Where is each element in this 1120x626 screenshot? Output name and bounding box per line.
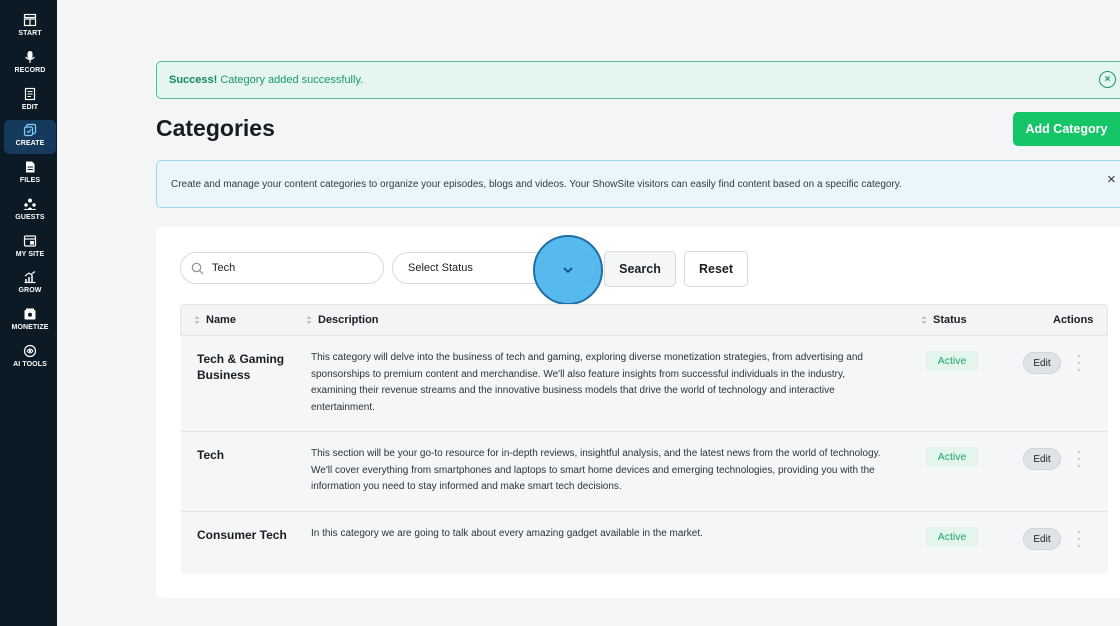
sort-icon [306, 315, 312, 325]
sidebar-item-label: MONETIZE [11, 324, 49, 331]
category-name: Tech & Gaming Business [197, 352, 285, 382]
sidebar-item-ai-tools[interactable] [4, 341, 56, 375]
table-row [181, 432, 1108, 512]
sidebar-item-label: AI TOOLS [13, 361, 47, 368]
column-header-status[interactable] [921, 314, 967, 326]
sidebar-item-record[interactable] [4, 47, 56, 81]
sidebar-item-edit[interactable] [4, 84, 56, 118]
sidebar-item-create[interactable] [4, 120, 56, 154]
microphone-icon [23, 50, 37, 64]
sidebar-item-label: GUESTS [15, 214, 45, 221]
sidebar-item-label: START [18, 30, 42, 37]
edit-button[interactable]: Edit [1023, 528, 1061, 550]
ai-tools-icon [23, 344, 37, 358]
column-header-label: Name [206, 314, 236, 326]
status-badge: Active [926, 351, 978, 371]
sidebar-item-label: CREATE [15, 140, 45, 147]
edit-button[interactable]: Edit [1023, 448, 1061, 470]
sidebar-item-monetize[interactable] [4, 304, 56, 338]
column-header-label: Status [933, 314, 967, 326]
guests-icon [23, 197, 37, 211]
column-header-label: Actions [1053, 314, 1094, 326]
chevron-down-icon[interactable] [561, 265, 575, 275]
sidebar-item-label: EDIT [21, 104, 39, 111]
column-header-description[interactable] [306, 314, 379, 326]
more-options-icon[interactable] [1074, 531, 1084, 547]
search-button[interactable]: Search [604, 251, 676, 287]
page-title: Categories [156, 115, 275, 141]
info-text: Create and manage your content categories to organize your episodes, blogs and videos. Your ShowSite visitors can easily find content based on a specific category. [171, 178, 902, 190]
more-options-icon[interactable] [1074, 451, 1084, 467]
category-description: In this category we are going to talk about every amazing gadget available in the market. [311, 528, 703, 539]
files-icon [23, 160, 37, 174]
sidebar-item-label: FILES [19, 177, 41, 184]
add-category-button[interactable]: Add Category [1013, 112, 1120, 146]
reset-button[interactable]: Reset [684, 251, 748, 287]
edit-icon [23, 87, 37, 101]
success-alert [156, 61, 1120, 99]
status-badge: Active [926, 527, 978, 547]
more-options-icon[interactable] [1074, 355, 1084, 371]
sort-icon [921, 315, 927, 325]
click-highlight [533, 235, 603, 305]
category-description: This section will be your go-to resource for in-depth reviews, insightful analysis, and the latest news from the world of technology. We'll cover everything from smartphones and laptops to smart home devices and emerging technologies, providing you with the information you need to stay informed and make smart tech decisions. [311, 448, 881, 492]
category-name: Tech [197, 448, 225, 462]
category-description: This category will delve into the business of tech and gaming, exploring diverse monetization strategies, from advertising and sponsorships to premium content and merchandise. We'll also feature insights from successful individuals in the industry, examining their revenue streams and the innovative business models that drive the world of technology and interactive entertainment. [311, 352, 863, 413]
column-header-actions [1053, 314, 1093, 326]
sidebar-item-guests[interactable] [4, 194, 56, 228]
search-field [180, 252, 384, 284]
table-header [180, 304, 1108, 336]
create-icon [23, 123, 37, 137]
grow-icon [23, 270, 37, 284]
sidebar-item-start[interactable] [4, 10, 56, 44]
edit-button[interactable]: Edit [1023, 352, 1061, 374]
sidebar [0, 0, 57, 626]
monetize-icon [23, 307, 37, 321]
status-select-label: Select Status [408, 262, 473, 274]
search-input[interactable] [212, 253, 377, 283]
sidebar-item-label: GROW [18, 287, 42, 294]
info-banner [156, 160, 1120, 208]
start-icon [23, 13, 37, 27]
my-site-icon [23, 234, 37, 248]
info-close-icon[interactable]: × [1107, 171, 1116, 188]
sidebar-item-label: MY SITE [15, 251, 45, 258]
column-header-label: Description [318, 314, 379, 326]
alert-close-icon[interactable]: × [1099, 71, 1116, 88]
sort-icon [194, 315, 200, 325]
column-header-name[interactable] [194, 314, 236, 326]
sidebar-item-files[interactable] [4, 157, 56, 191]
alert-strong: Success! [169, 74, 218, 86]
category-name: Consumer Tech [197, 528, 287, 542]
search-icon [191, 262, 204, 275]
alert-message: Category added successfully. [220, 74, 364, 86]
table-row [181, 512, 1108, 574]
status-badge: Active [926, 447, 978, 467]
sidebar-item-grow[interactable] [4, 267, 56, 301]
sidebar-item-label: RECORD [14, 67, 46, 74]
table-row [181, 336, 1108, 432]
sidebar-item-my-site[interactable] [4, 231, 56, 265]
